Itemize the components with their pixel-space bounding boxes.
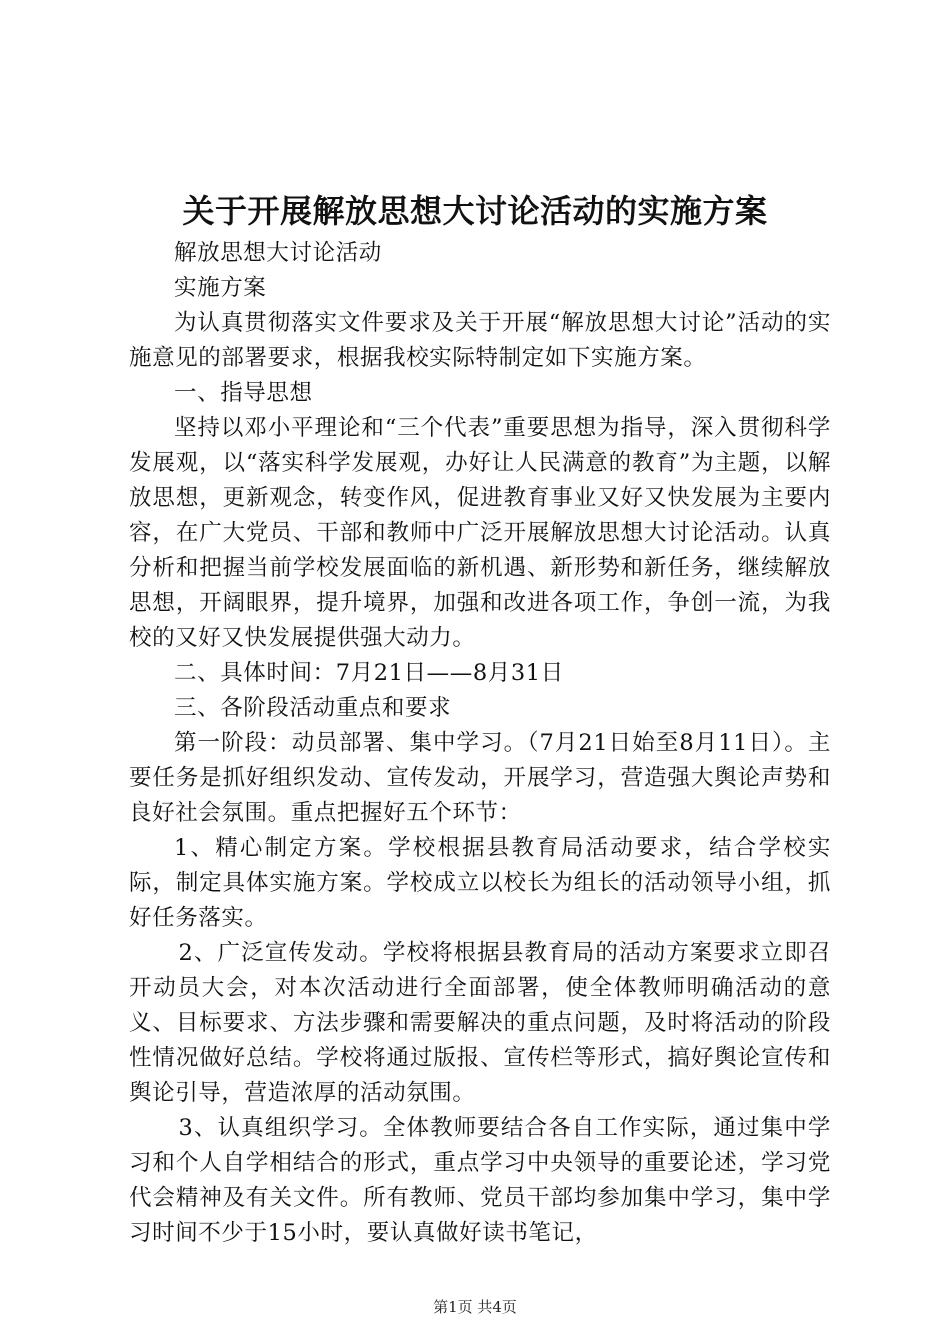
page-footer: 第1页 共4页 <box>433 1298 517 1316</box>
body-paragraph: 第一阶段：动员部署、集中学习。（7月21日始至8月11日）。主要任务是抓好组织发动、宣传发动，开展学习，营造强大舆论声势和良好社会氛围。重点把握好五个环节： <box>129 730 831 826</box>
body-paragraph: 为认真贯彻落实文件要求及关于开展“解放思想大讨论”活动的实施意见的部署要求，根据我校实际特制定如下实施方案。 <box>129 310 831 371</box>
document-body <box>129 236 831 1251</box>
body-paragraph: 实施方案 <box>174 275 267 301</box>
document-title: 关于开展解放思想大讨论活动的实施方案 <box>182 192 768 230</box>
list-item: 2、广泛宣传发动。学校将根据县教育局的活动方案要求立即召开动员大会，对本次活动进行全面部署，使全体教师明确活动的意义、目标要求、方法步骤和需要解决的重点问题，及时将活动的阶段性情况做好总结。学校将通过版报、宣传栏等形式，搞好舆论宣传和舆论引导，营造浓厚的活动氛围。 <box>129 940 831 1106</box>
section-heading: 三、各阶段活动重点和要求 <box>174 695 452 721</box>
body-paragraph: 解放思想大讨论活动 <box>174 240 382 266</box>
section-heading: 一、指导思想 <box>174 380 313 406</box>
body-paragraph: 坚持以邓小平理论和“三个代表”重要思想为指导，深入贯彻科学发展观，以“落实科学发展观，办好让人民满意的教育”为主题，以解放思想，更新观念，转变作风，促进教育事业又好又快发展为主要内容，在广大党员、干部和教师中广泛开展解放思想大讨论活动。认真分析和把握当前学校发展面临的新机遇、新形势和新任务，继续解放思想，开阔眼界，提升境界，加强和改进各项工作，争创一流，为我校的又好又快发展提供强大动力。 <box>129 415 831 651</box>
list-item: 1、精心制定方案。学校根据县教育局活动要求，结合学校实际，制定具体实施方案。学校成立以校长为组长的活动领导小组，抓好任务落实。 <box>129 835 831 931</box>
section-heading: 二、具体时间：7月21日——8月31日 <box>174 660 564 686</box>
list-item: 3、认真组织学习。全体教师要结合各自工作实际，通过集中学习和个人自学相结合的形式，重点学习中央领导的重要论述，学习党代会精神及有关文件。所有教师、党员干部均参加集中学习，集中学习时间不少于15小时，要认真做好读书笔记， <box>129 1115 831 1246</box>
